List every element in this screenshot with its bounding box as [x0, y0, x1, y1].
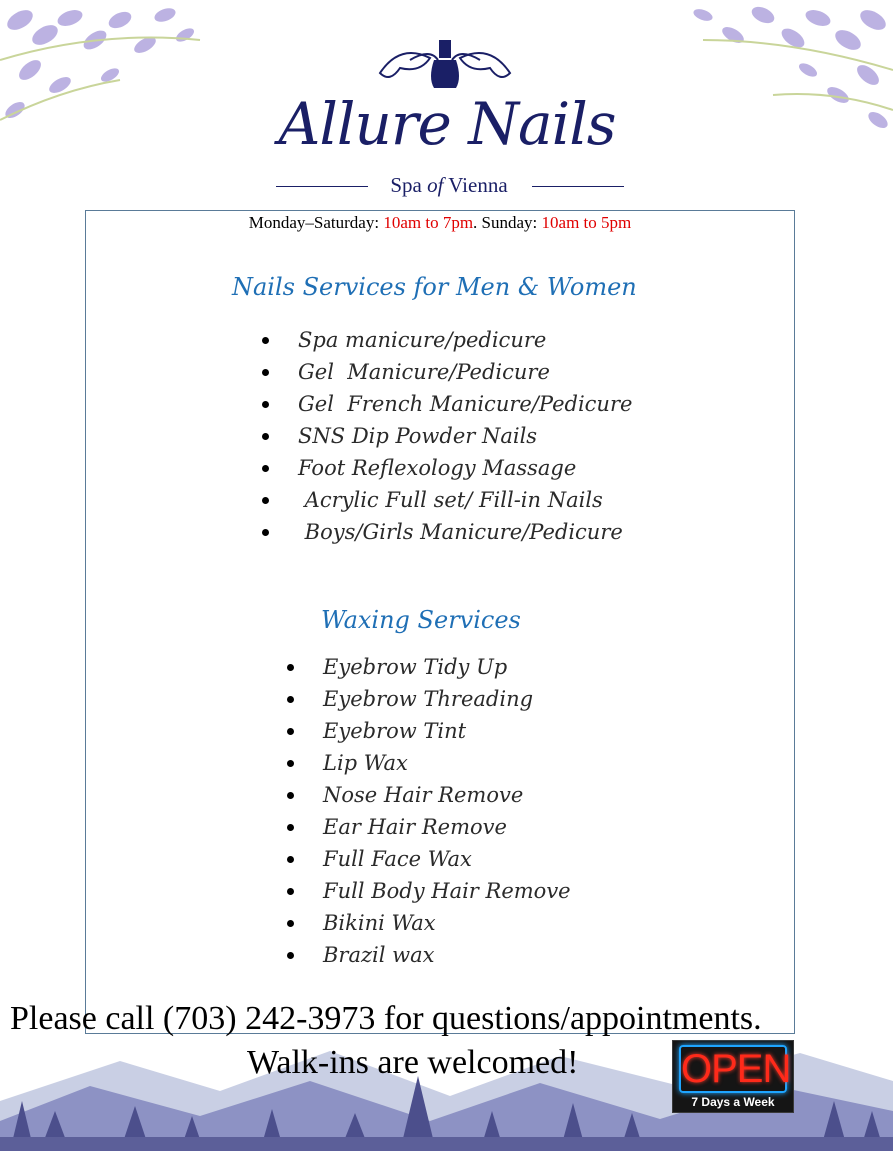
list-item-text: Ear Hair Remove — [323, 815, 507, 839]
list-item-text: Foot Reflexology Massage — [298, 456, 577, 480]
list-item-text: Gel French Manicure/Pedicure — [298, 392, 633, 416]
bullet — [262, 433, 269, 440]
nail-polish-bottle-icon — [370, 38, 520, 96]
bullet — [287, 824, 294, 831]
list-item-text: Gel Manicure/Pedicure — [298, 360, 550, 384]
call-message: Please call (703) 242-3973 for questions/appointments. — [10, 1000, 762, 1037]
bullet — [262, 337, 269, 344]
bullet — [262, 529, 269, 536]
open-sign-text: OPEN — [681, 1047, 791, 1091]
list-item-text: Nose Hair Remove — [323, 783, 524, 807]
lavender-flowers-right-decoration — [593, 0, 893, 160]
business-hours: Monday–Saturday: 10am to 7pm. Sunday: 10am to 5pm — [248, 213, 632, 232]
tagline — [274, 173, 624, 199]
lavender-flowers-left-decoration — [0, 0, 300, 160]
list-item-text: Spa manicure/pedicure — [298, 328, 547, 352]
list-item-text: Boys/Girls Manicure/Pedicure — [298, 520, 623, 544]
list-item-text: Eyebrow Tidy Up — [323, 655, 508, 679]
bullet — [287, 920, 294, 927]
bullet — [287, 952, 294, 959]
bullet — [262, 465, 269, 472]
list-item-text: Acrylic Full set/ Fill-in Nails — [298, 488, 603, 512]
bullet — [287, 792, 294, 799]
tagline-text: Spa of Vienna — [390, 173, 508, 197]
bullet — [287, 888, 294, 895]
bullet — [262, 401, 269, 408]
tagline-rule-right — [532, 186, 624, 187]
brand-name: Allure Nails — [278, 90, 616, 158]
bullet — [287, 760, 294, 767]
list-item-text: Eyebrow Tint — [323, 719, 467, 743]
list-item-text: Lip Wax — [323, 751, 408, 775]
open-sign — [672, 1040, 794, 1113]
list-item-text: Full Body Hair Remove — [323, 879, 571, 903]
bullet — [287, 696, 294, 703]
open-days-text: 7 Days a Week — [691, 1095, 775, 1109]
bullet — [262, 369, 269, 376]
bullet — [287, 856, 294, 863]
nails-services-heading: Nails Services for Men & Women — [232, 273, 637, 301]
list-item-text: Brazil wax — [323, 943, 435, 967]
list-item-text: Eyebrow Threading — [323, 687, 534, 711]
open-neon-frame — [679, 1045, 791, 1093]
bullet — [262, 497, 269, 504]
waxing-services-heading: Waxing Services — [321, 606, 521, 634]
list-item-text: Bikini Wax — [323, 911, 436, 935]
bullet — [287, 664, 294, 671]
list-item-text: Full Face Wax — [323, 847, 472, 871]
tagline-rule-left — [276, 186, 368, 187]
allure-nails-logo — [262, 38, 632, 203]
walkins-message: Walk-ins are welcomed! — [247, 1044, 579, 1081]
list-item-text: SNS Dip Powder Nails — [298, 424, 538, 448]
bullet — [287, 728, 294, 735]
